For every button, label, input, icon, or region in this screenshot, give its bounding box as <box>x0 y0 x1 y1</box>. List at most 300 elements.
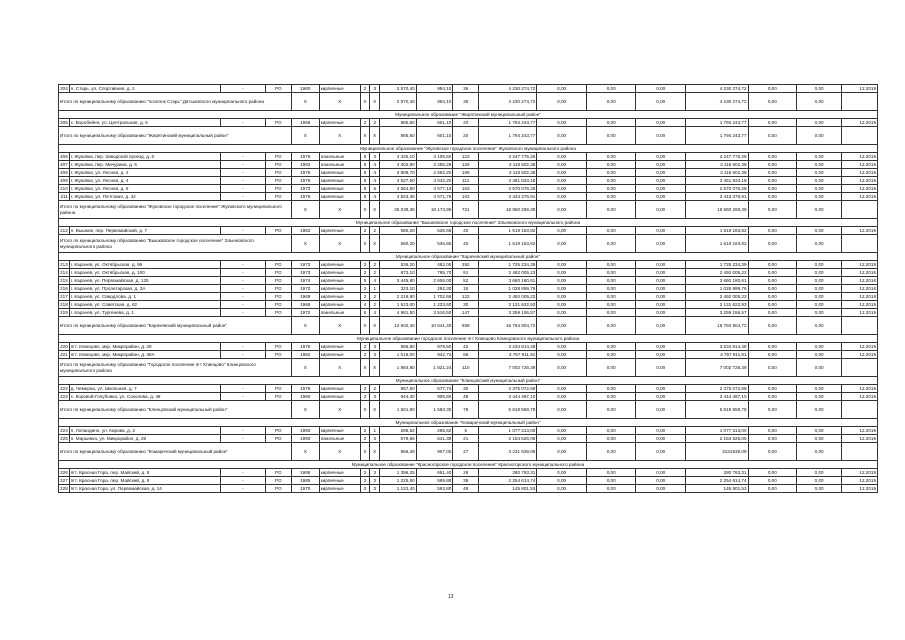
table-cell: 1 028 899,76 <box>686 285 749 293</box>
table-cell: 3 443 379,91 <box>479 193 537 201</box>
table-cell: 3 234 814,48 <box>686 343 749 351</box>
table-body <box>59 85 878 493</box>
subtotal-label: Итого по муниципальному образованию "Комаричский муниципальный район" <box>59 443 292 461</box>
table-cell: 1 725 234,39 <box>479 261 537 269</box>
subtotal-cell: 0,00 <box>797 93 842 111</box>
subtotal-cell: X <box>370 317 380 335</box>
subtotal-cell: 0,00 <box>537 401 587 419</box>
table-cell: 0,00 <box>748 119 796 127</box>
table-cell: 52 <box>453 277 479 285</box>
subtotal-cell: 0,00 <box>748 127 796 145</box>
table-cell: 12.2019 <box>842 469 878 477</box>
table-cell: 5 <box>360 193 370 201</box>
table-cell: 2 <box>360 385 370 393</box>
table-cell: РО <box>265 161 291 169</box>
table-cell: 0,00 <box>537 193 587 201</box>
table-cell: 0,00 <box>586 161 636 169</box>
address-cell: с. Воробейня, ул. Центральная, д. 5 <box>69 119 220 127</box>
table-cell: 0,00 <box>537 277 587 285</box>
table-cell: 0,00 <box>797 85 842 93</box>
table-row <box>59 169 878 177</box>
table-cell: 0,00 <box>797 309 842 317</box>
table-cell: 147 <box>453 309 479 317</box>
subtotal-cell: 907,00 <box>416 443 453 461</box>
table-cell: 12.2016 <box>842 277 878 285</box>
table-cell: 28 <box>453 469 479 477</box>
table-cell: панельные <box>319 435 360 443</box>
subtotal-cell: X <box>291 127 319 145</box>
subtotal-label: Итого по муниципальному образованию "Вышковское городское поселение" Злынковского муниципального района <box>59 235 292 253</box>
table-cell: 0,00 <box>636 277 686 285</box>
table-cell: 0,00 <box>537 161 587 169</box>
subtotal-cell: 0,00 <box>748 93 796 111</box>
table-cell: 0,00 <box>748 485 796 493</box>
subtotal-cell: 0,00 <box>636 359 686 377</box>
subtotal-cell: 0,00 <box>636 443 686 461</box>
table-cell: РО <box>265 293 291 301</box>
address-cell: п. Вышков, пер. Первомайский, д. 7 <box>69 227 220 235</box>
table-cell: 2 570 076,28 <box>479 185 537 193</box>
subtotal-cell <box>842 401 878 419</box>
subtotal-cell: 0,00 <box>748 317 796 335</box>
table-cell: 0,00 <box>797 435 842 443</box>
row-number: 216 <box>60 286 68 291</box>
table-cell: панельные <box>319 309 360 317</box>
section-title: Муниципальное образование "Карачевский муниципальный район" <box>59 253 878 261</box>
table-cell: 323,10 <box>380 285 417 293</box>
subtotal-cell: 994,10 <box>416 93 453 111</box>
table-cell: кирпичные <box>319 485 360 493</box>
table-cell: 3 <box>370 85 380 93</box>
subtotal-cell: 601,10 <box>416 127 453 145</box>
table-cell: РО <box>265 285 291 293</box>
table-cell: 2 219,90 <box>380 293 417 301</box>
subtotal-cell <box>842 127 878 145</box>
address-cell: г. Жуковка, ул. Лесная, д. 2 <box>69 169 220 177</box>
subtotal-cell: 0,00 <box>797 201 842 219</box>
table-cell: 0,00 <box>748 301 796 309</box>
table-cell: 1 <box>370 285 380 293</box>
table-cell: 878,50 <box>416 343 453 351</box>
table-cell: 0,00 <box>586 185 636 193</box>
table-cell: 0,00 <box>797 385 842 393</box>
table-cell: 0,00 <box>636 393 686 401</box>
table-cell: 2 492 005,23 <box>479 269 537 277</box>
table-cell: 2 <box>360 85 370 93</box>
table-cell: 0,00 <box>748 185 796 193</box>
table-cell: 2 <box>360 261 370 269</box>
table-cell: 125 <box>453 161 479 169</box>
section-title: Муниципальное образование "Жуковское городское поселение" Жуковского муниципального района <box>59 145 878 153</box>
table-cell: 5 <box>360 185 370 193</box>
subtotal-row <box>59 127 878 145</box>
subtotal-cell: 0,00 <box>636 127 686 145</box>
table-cell: 0,00 <box>797 193 842 201</box>
table-cell: 0,00 <box>586 85 636 93</box>
table-cell: 0,00 <box>748 285 796 293</box>
table-cell: 1975 <box>291 343 319 351</box>
table-cell: 20 <box>453 119 479 127</box>
table-cell: 3 767 911,91 <box>686 351 749 359</box>
table-cell: 0,00 <box>537 293 587 301</box>
table-cell: 0,00 <box>748 293 796 301</box>
table-cell: 1 794 243,77 <box>479 119 537 127</box>
table-cell: 2 <box>370 261 380 269</box>
table-cell: 40 <box>453 227 479 235</box>
table-cell: 3 461 833,18 <box>686 177 749 185</box>
table-cell: кирпичные <box>319 351 360 359</box>
table-cell: 3 809,70 <box>380 169 417 177</box>
subtotal-cell: 1 794 243,77 <box>479 127 537 145</box>
table-cell: 1975 <box>291 169 319 177</box>
table-cell: 0,00 <box>537 261 587 269</box>
table-cell: 3 118 602,38 <box>479 161 537 169</box>
table-cell: 1976 <box>291 153 319 161</box>
table-row <box>59 301 878 309</box>
table-row <box>59 435 878 443</box>
table-cell: 1960 <box>291 393 319 401</box>
table-cell: 1962 <box>291 227 319 235</box>
table-cell: 1968 <box>291 119 319 127</box>
address-cell: пгт. Клинцово, мкр. Микрорайон, д. 29 <box>69 343 220 351</box>
table-cell: 1 396,25 <box>380 469 417 477</box>
table-cell: 651,40 <box>416 469 453 477</box>
table-cell: 0,00 <box>748 269 796 277</box>
table-cell: - <box>220 343 265 351</box>
address-cell: пгт. Клинцово, мкр. Микрорайон, д. 38А <box>69 351 220 359</box>
subtotal-label: Итого по муниципальному образованию "Жуковское городское поселение" Жуковского муниципального района <box>59 201 292 219</box>
table-cell: 12.2019 <box>842 485 878 493</box>
table-cell: РО <box>265 185 291 193</box>
table-cell: 2 131 622,93 <box>479 301 537 309</box>
table-cell: 0,00 <box>748 277 796 285</box>
table-cell: 12.2016 <box>842 269 878 277</box>
table-cell: - <box>220 85 265 93</box>
table-row <box>59 161 878 169</box>
table-cell: РО <box>265 485 291 493</box>
table-cell: 49 <box>453 393 479 401</box>
table-cell: 873,10 <box>380 269 417 277</box>
address-cell: г. Карачев, ул. Тургенева, д. 1 <box>69 309 220 317</box>
table-row <box>59 193 878 201</box>
table-cell: - <box>220 393 265 401</box>
row-number: 224 <box>60 428 68 433</box>
subtotal-cell: 0,00 <box>797 443 842 461</box>
subtotal-cell: X <box>319 359 360 377</box>
table-cell: панельные <box>319 153 360 161</box>
subtotal-cell: 0,00 <box>537 235 587 253</box>
table-cell: - <box>220 485 265 493</box>
table-cell: 0,00 <box>537 385 587 393</box>
table-cell: 0,00 <box>636 469 686 477</box>
table-row <box>59 269 878 277</box>
subtotal-label: Итого по муниципальному образованию "Городское поселение пгт Клинцово" Клинцовского муниципального района <box>59 359 292 377</box>
table-cell: 0,00 <box>748 193 796 201</box>
row-number: 210 <box>60 186 68 191</box>
subtotal-cell: X <box>360 93 370 111</box>
table-cell: 12.2019 <box>842 185 878 193</box>
table-cell: - <box>220 301 265 309</box>
table-cell: 3 118 602,38 <box>686 161 749 169</box>
table-cell: панельные <box>319 161 360 169</box>
table-cell: 12.2019 <box>842 193 878 201</box>
table-cell: 1983 <box>291 161 319 169</box>
table-cell: 6 <box>453 427 479 435</box>
section-header-row <box>59 419 878 427</box>
table-cell: 0,00 <box>748 477 796 485</box>
table-cell: 3 118 602,38 <box>686 169 749 177</box>
section-title: Муниципальное образование "Вышковское городское поселение" Злынковского муниципального района <box>59 219 878 227</box>
table-cell: 12.2019 <box>842 435 878 443</box>
subtotal-cell: 26 039,36 <box>380 201 417 219</box>
table-row <box>59 119 878 127</box>
subtotal-cell: 0,00 <box>586 201 636 219</box>
table-cell: 12.2016 <box>842 285 878 293</box>
table-cell: - <box>220 177 265 185</box>
table-cell: 885,60 <box>380 119 417 127</box>
table-cell: - <box>220 261 265 269</box>
subtotal-cell: 0,00 <box>797 127 842 145</box>
subtotal-cell: 110 <box>453 359 479 377</box>
subtotal-cell: X <box>370 401 380 419</box>
table-cell: - <box>220 351 265 359</box>
subtotal-cell: X <box>319 401 360 419</box>
subtotal-cell: 0,00 <box>797 359 842 377</box>
table-row <box>59 477 878 485</box>
table-cell: 0,00 <box>537 285 587 293</box>
table-cell: 2 154 626,06 <box>479 435 537 443</box>
subtotal-cell: 0,00 <box>636 93 686 111</box>
table-cell: - <box>220 193 265 201</box>
table-cell: 0,00 <box>797 469 842 477</box>
subtotal-row <box>59 317 878 335</box>
subtotal-cell: 0,00 <box>586 443 636 461</box>
table-cell: РО <box>265 277 291 285</box>
row-number: 217 <box>60 294 68 299</box>
table-cell: 30 <box>453 385 479 393</box>
subtotal-cell: 3 231 939,09 <box>479 443 537 461</box>
subtotal-cell: 1 984,80 <box>380 359 417 377</box>
table-cell: 68 <box>453 351 479 359</box>
subtotal-cell: X <box>319 127 360 145</box>
table-cell: 0,00 <box>586 169 636 177</box>
subtotal-cell: 18 173,95 <box>416 201 453 219</box>
table-cell: 4 <box>370 177 380 185</box>
subtotal-cell: X <box>291 443 319 461</box>
table-cell: 536,20 <box>380 261 417 269</box>
subtotal-cell: 885,60 <box>380 127 417 145</box>
table-cell: 0,00 <box>586 343 636 351</box>
table-cell: 30 <box>453 301 479 309</box>
table-cell: 3 444 487,10 <box>479 393 537 401</box>
table-cell: 1986 <box>291 469 319 477</box>
table-cell: кирпичные <box>319 301 360 309</box>
subtotal-cell: 0,00 <box>537 443 587 461</box>
table-cell: кирпичные <box>319 185 360 193</box>
address-cell: пгт. Красная Гора, пер. Майский, д. 8 <box>69 469 220 477</box>
table-cell: 12.2019 <box>842 169 878 177</box>
table-cell: 3 <box>370 435 380 443</box>
table-cell: 536,65 <box>416 227 453 235</box>
table-cell: 1968 <box>291 301 319 309</box>
table-cell: 265,62 <box>416 427 453 435</box>
table-cell: кирпичные <box>319 285 360 293</box>
table-cell: 1 018,00 <box>380 351 417 359</box>
row-number: 209 <box>60 178 68 183</box>
subtotal-row <box>59 93 878 111</box>
subtotal-cell: 40 <box>453 235 479 253</box>
subtotal-cell: X <box>360 201 370 219</box>
subtotal-cell: X <box>370 127 380 145</box>
row-number: 220 <box>60 344 68 349</box>
address-cell: пгт. Красная Гора, пер. Майский, д. 6 <box>69 477 220 485</box>
table-cell: 1 702,66 <box>416 293 453 301</box>
table-cell: РО <box>265 193 291 201</box>
address-cell: г. Карачев, ул. Пролетарская, д. 2А <box>69 285 220 293</box>
subtotal-cell <box>842 359 878 377</box>
subtotal-cell: 0,00 <box>797 235 842 253</box>
table-cell: 12.2019 <box>842 393 878 401</box>
table-cell: 1 077 313,00 <box>686 427 749 435</box>
table-cell: 0,00 <box>537 469 587 477</box>
table-cell: 4 523,36 <box>380 193 417 201</box>
table-cell: 38 <box>453 477 479 485</box>
subtotal-cell: 10 641,40 <box>416 317 453 335</box>
table-cell: 0,00 <box>586 153 636 161</box>
row-number: 215 <box>60 278 68 283</box>
table-cell: кирпичные <box>319 293 360 301</box>
table-cell: 0,00 <box>537 485 587 493</box>
table-cell: 0,00 <box>797 169 842 177</box>
table-cell: 0,00 <box>586 485 636 493</box>
table-cell: 1970 <box>291 485 319 493</box>
table-cell: 2 <box>360 469 370 477</box>
subtotal-cell: X <box>291 359 319 377</box>
address-cell: г. Карачев, ул. Октябрьская, д. 100 <box>69 269 220 277</box>
table-cell: 2 375 072,68 <box>686 385 749 393</box>
section-header-row <box>59 335 878 343</box>
table-cell: 3 516,50 <box>416 309 453 317</box>
row-number: 226 <box>60 470 68 475</box>
address-cell: г. Жуковка, пер. Мичурина, д. 5 <box>69 161 220 169</box>
table-cell: 0,00 <box>748 177 796 185</box>
table-cell: 994,10 <box>416 85 453 93</box>
subtotal-cell: 0,00 <box>537 127 587 145</box>
table-cell: 1 028 899,76 <box>479 285 537 293</box>
table-cell: кирпичные <box>319 469 360 477</box>
table-cell: 0,00 <box>537 227 587 235</box>
subtotal-cell: 18 960 269,39 <box>479 201 537 219</box>
table-cell: 3 444 487,10 <box>686 393 749 401</box>
table-cell: 145 801,53 <box>479 485 537 493</box>
table-cell: 12.2019 <box>842 85 878 93</box>
table-cell: 3 247 775,26 <box>686 153 749 161</box>
table-cell: 3 660 180,61 <box>479 277 537 285</box>
table-cell: 2 492 005,23 <box>686 269 749 277</box>
table-cell: 0,00 <box>586 477 636 485</box>
table-cell: РО <box>265 393 291 401</box>
subtotal-cell: 721 <box>453 201 479 219</box>
row-number: 219 <box>60 310 68 315</box>
section-title: Муниципальное образование городское поселение пгт Клинцово Клинцовского муниципального района <box>59 335 878 343</box>
table-cell: 657,60 <box>380 385 417 393</box>
subtotal-cell: X <box>319 93 360 111</box>
table-cell: - <box>220 169 265 177</box>
table-cell: 123 <box>453 153 479 161</box>
table-cell: 5 <box>360 153 370 161</box>
table-cell: - <box>220 293 265 301</box>
table-cell: 280 783,31 <box>686 469 749 477</box>
table-cell: 12.2019 <box>842 301 878 309</box>
subtotal-cell: X <box>360 127 370 145</box>
subtotal-cell: 659 <box>453 317 479 335</box>
table-cell: 2 131 622,93 <box>686 301 749 309</box>
table-cell: 0,00 <box>636 153 686 161</box>
table-cell: 1 794 243,77 <box>686 119 749 127</box>
table-cell: 286,62 <box>380 427 417 435</box>
row-number: 225 <box>60 436 68 441</box>
section-header-row <box>59 219 878 227</box>
table-row <box>59 309 878 317</box>
table-cell: РО <box>265 119 291 127</box>
table-cell: 795,70 <box>416 269 453 277</box>
table-cell: 2 <box>360 435 370 443</box>
row-number: 204 <box>60 86 68 91</box>
table-cell: 0,00 <box>748 435 796 443</box>
table-cell: 4 <box>370 309 380 317</box>
subtotal-cell: X <box>370 93 380 111</box>
row-number: 207 <box>60 162 68 167</box>
address-cell: г. Жуковка, ул. Лесная, д. 4 <box>69 177 220 185</box>
table-cell: РО <box>265 477 291 485</box>
table-cell: 3 <box>370 485 380 493</box>
table-cell: 0,00 <box>537 119 587 127</box>
table-cell: 5 <box>360 177 370 185</box>
table-cell: кирпичные <box>319 169 360 177</box>
table-cell: 12.2019 <box>842 227 878 235</box>
table-cell: 0,00 <box>537 185 587 193</box>
table-cell: 2 <box>370 385 380 393</box>
subtotal-cell: X <box>360 443 370 461</box>
subtotal-cell: 13 602,40 <box>380 317 417 335</box>
subtotal-cell: 18 960 269,39 <box>686 201 749 219</box>
table-cell: - <box>220 119 265 127</box>
table-cell: 593,80 <box>416 485 453 493</box>
table-cell: 0,00 <box>586 301 636 309</box>
table-cell: 0,00 <box>636 185 686 193</box>
table-cell: 5 <box>360 161 370 169</box>
table-cell: 677,74 <box>416 385 453 393</box>
table-cell: 1973 <box>291 261 319 269</box>
table-cell: 482,06 <box>416 261 453 269</box>
subtotal-cell: 0,00 <box>586 359 636 377</box>
table-cell: 15 <box>453 285 479 293</box>
row-number: 211 <box>60 194 68 199</box>
table-cell: 4 <box>370 193 380 201</box>
table-cell: 2 592,20 <box>416 169 453 177</box>
table-cell: 1976 <box>291 177 319 185</box>
subtotal-cell: X <box>291 317 319 335</box>
subtotal-row <box>59 359 878 377</box>
table-cell: 0,00 <box>797 351 842 359</box>
section-header-row <box>59 145 878 153</box>
table-cell: 0,00 <box>748 309 796 317</box>
table-cell: 0,00 <box>748 385 796 393</box>
table-cell: 0,00 <box>797 153 842 161</box>
table-row <box>59 261 878 269</box>
table-cell: 12.2019 <box>842 309 878 317</box>
table-cell: 3 234 814,48 <box>479 343 537 351</box>
